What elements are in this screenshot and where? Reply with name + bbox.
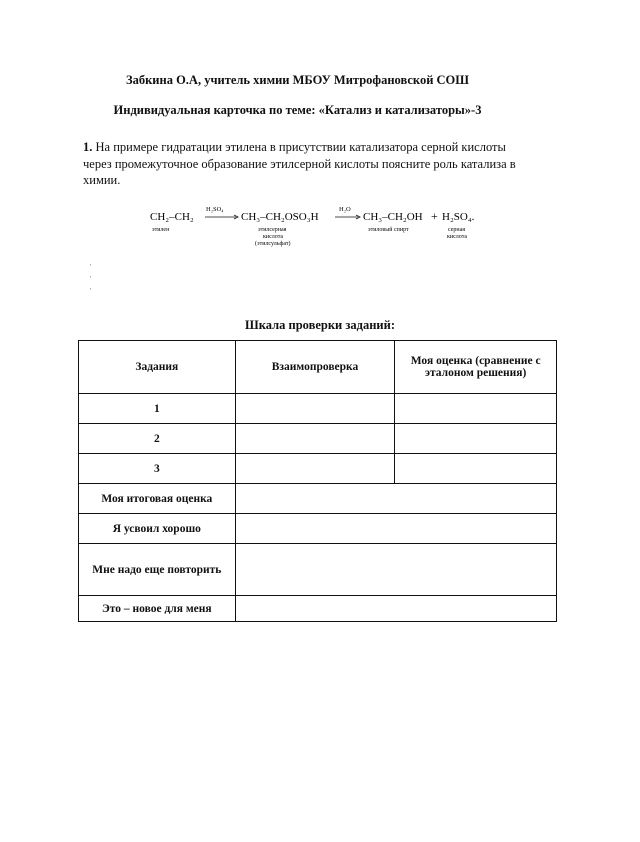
- task-row-label: 3: [79, 454, 236, 484]
- peer-check-cell[interactable]: [235, 394, 395, 424]
- intermediate-name-1: этилсерная: [258, 227, 287, 233]
- table-row: [79, 454, 557, 484]
- card-topic-title: Индивидуальная карточка по теме: «Катализ и катализаторы»-3: [113, 103, 482, 117]
- peer-check-cell[interactable]: [235, 454, 395, 484]
- byproduct-name-1: серная: [448, 227, 466, 233]
- margin-marks: ' ' ': [90, 263, 92, 295]
- summary-entry-cell[interactable]: [235, 484, 556, 514]
- self-grade-cell[interactable]: [395, 454, 557, 484]
- plus-sign: +: [431, 209, 438, 223]
- task-number: 1.: [83, 140, 93, 154]
- summary-label-new: Это – новое для меня: [79, 596, 236, 622]
- task-text: На примере гидратации этилена в присутствии катализатора серной кислоты через промежуточное образование этилсерной кислоты поясните роль катализа в химии.: [83, 140, 516, 187]
- summary-entry-cell[interactable]: [235, 544, 556, 596]
- col-header-self-grade: Моя оценка (сравнение с эталоном решения): [395, 341, 557, 394]
- task-row-label: 1: [79, 394, 236, 424]
- table-row: [79, 514, 557, 544]
- table-row: [79, 484, 557, 514]
- scale-title: Шкала проверки заданий:: [245, 318, 395, 332]
- summary-label-need-review: Мне надо еще повторить: [79, 544, 236, 596]
- intermediate-formula: CH₃–CH₂OSO₃H: [241, 211, 319, 223]
- table-row: [79, 424, 557, 454]
- reactant-formula: CH₂–CH₂: [150, 211, 194, 223]
- table-header-row: [79, 341, 557, 394]
- summary-entry-cell[interactable]: [235, 596, 556, 622]
- product-formula: CH₃–CH₂OH: [363, 211, 423, 223]
- summary-label-final-grade: Моя итоговая оценка: [79, 484, 236, 514]
- table-row: [79, 394, 557, 424]
- intermediate-name-3: (этилсульфат): [255, 241, 291, 247]
- peer-check-cell[interactable]: [235, 424, 395, 454]
- self-grade-cell[interactable]: [395, 394, 557, 424]
- summary-label-learned-well: Я усвоил хорошо: [79, 514, 236, 544]
- product-name: этиловый спирт: [368, 227, 409, 233]
- summary-entry-cell[interactable]: [235, 514, 556, 544]
- col-header-peer-check: Взаимопроверка: [235, 341, 395, 394]
- table-row: [79, 596, 557, 622]
- byproduct-name-2: кислота: [447, 234, 468, 240]
- task-1: [83, 139, 523, 189]
- task-row-label: 2: [79, 424, 236, 454]
- col-header-tasks: Задания: [79, 341, 236, 394]
- intermediate-name-2: кислота: [263, 234, 284, 240]
- reaction-scheme: [150, 203, 475, 255]
- reactant-name: этилен: [152, 227, 170, 233]
- byproduct-formula: H₂SO₄.: [442, 211, 475, 223]
- assessment-table: [78, 340, 557, 622]
- table-row: [79, 544, 557, 596]
- self-grade-cell[interactable]: [395, 424, 557, 454]
- author-line: Забкина О.А, учитель химии МБОУ Митрофановской СОШ: [125, 73, 469, 87]
- arrow1-label: H₂SO₄: [206, 206, 224, 213]
- arrow2-label: H₂O: [339, 206, 351, 213]
